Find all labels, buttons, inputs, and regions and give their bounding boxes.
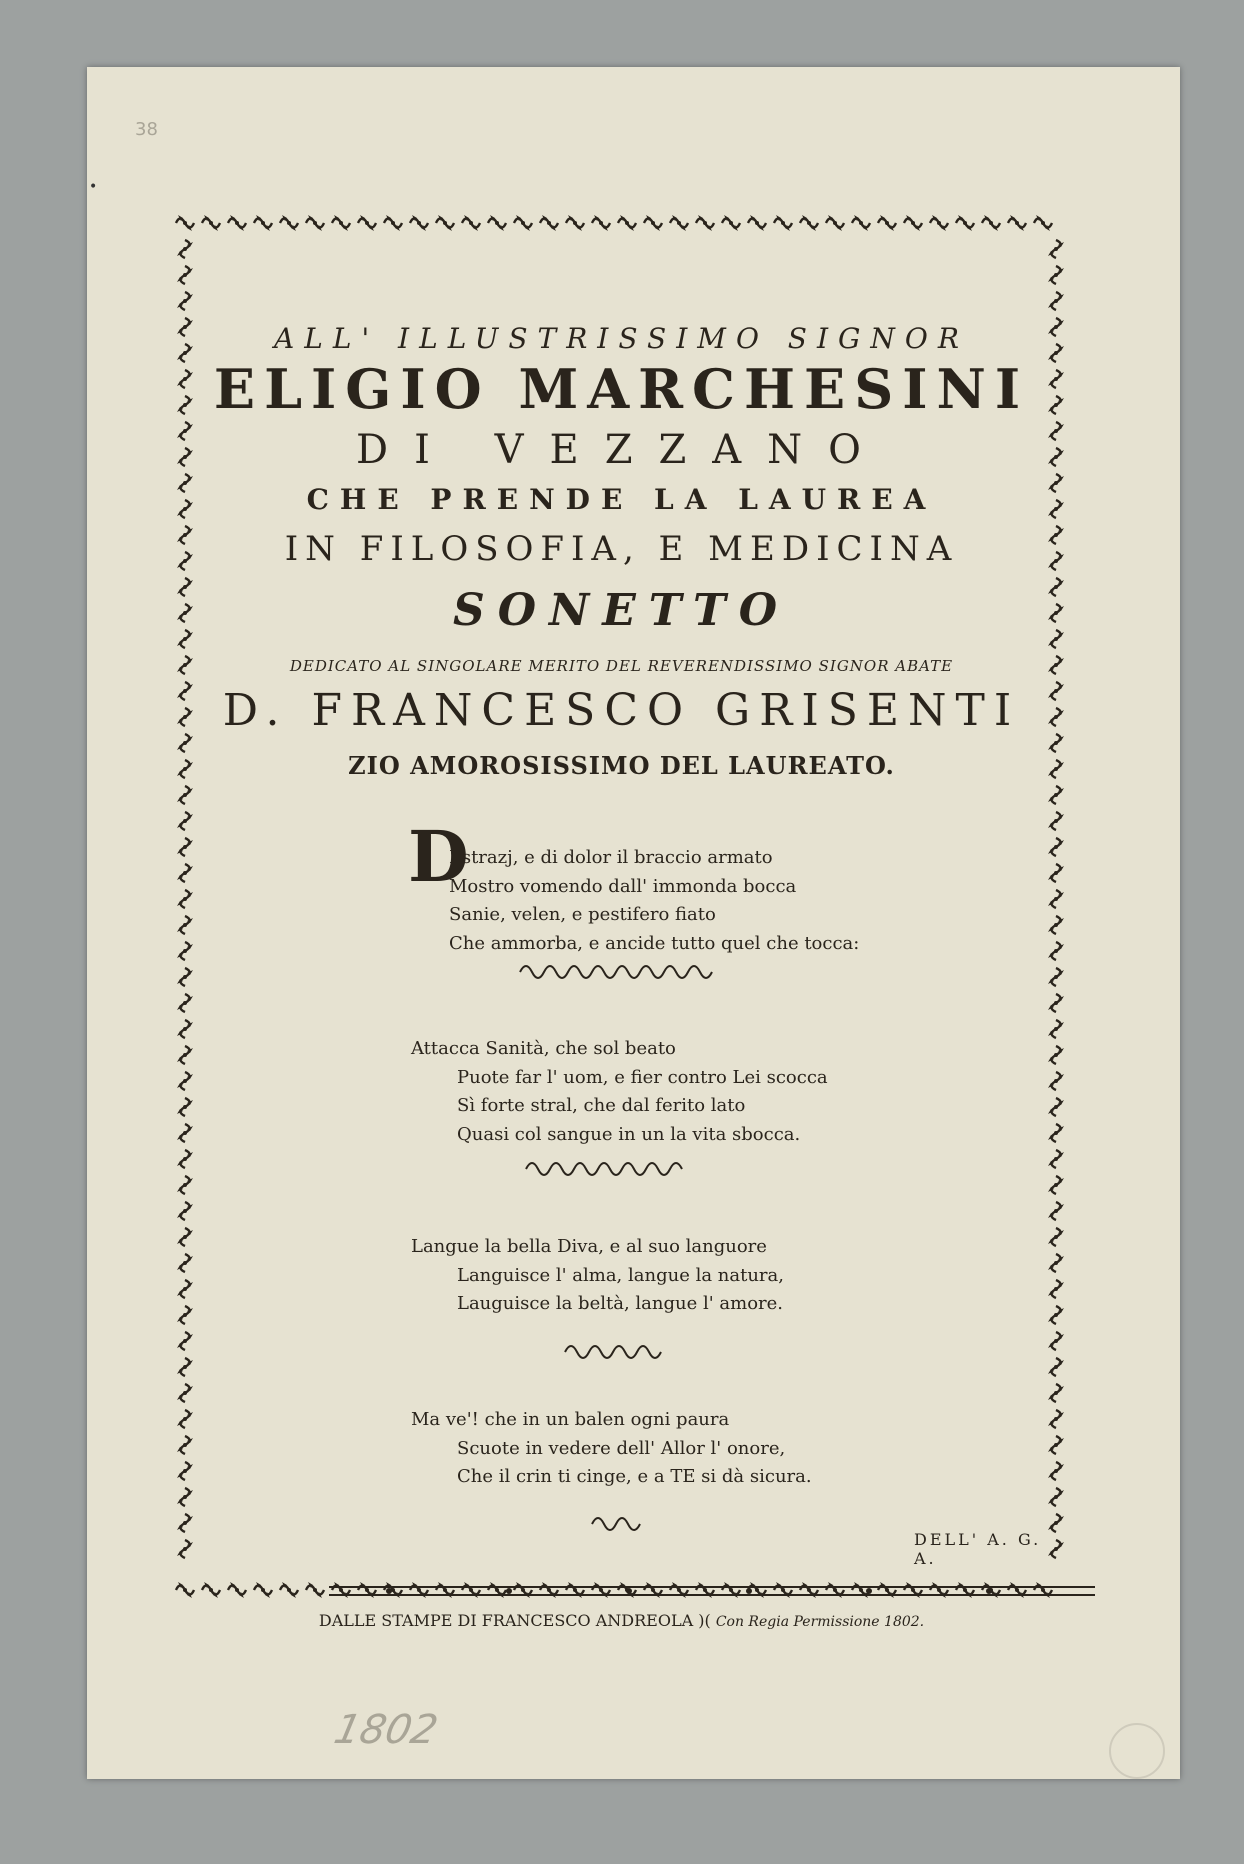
verse-line: Puote far l' uom, e fier contro Lei scocca xyxy=(457,1066,828,1088)
stanza-1 xyxy=(449,844,859,958)
occasion-line-2: IN FILOSOFIA, E MEDICINA xyxy=(284,529,959,569)
patron-name: D. FRANCESCO GRISENTI xyxy=(222,685,1021,736)
verse-line: Mostro vomendo dall' immonda bocca xyxy=(449,875,797,897)
dedicated-to-line: DEDICATO AL SINGOLARE MERITO DEL REVERENDISSIMO SIGNOR ABATE xyxy=(289,657,954,675)
verse-line: Langue la bella Diva, e al suo languore xyxy=(411,1236,767,1257)
wave-ornament-icon xyxy=(563,1342,667,1360)
honoree-origin: DI VEZZANO xyxy=(356,427,887,473)
blind-stamp xyxy=(1109,1723,1165,1779)
pencil-page-number: 38 xyxy=(135,119,158,140)
stanza-4 xyxy=(411,1406,812,1492)
honoree-name: ELIGIO MARCHESINI xyxy=(213,357,1030,421)
dedication-line: ALL' ILLUSTRISSIMO SIGNOR xyxy=(274,322,969,355)
printer-name: DALLE STAMPE DI FRANCESCO ANDREOLA )( xyxy=(318,1611,711,1630)
printed-content xyxy=(179,217,1064,1630)
verse-line: Sì forte stral, che dal ferito lato xyxy=(457,1095,746,1116)
verse-line: Ma ve'! che in un balen ogni paura xyxy=(411,1409,730,1430)
author-signature: DELL' A. G. A. xyxy=(914,1530,1042,1568)
stanza-2 xyxy=(411,1035,828,1149)
verse-line: Che il crin ti cinge, e a TE si dà sicura. xyxy=(457,1466,812,1487)
verse-line: Scuote in vedere dell' Allor l' onore, xyxy=(457,1437,786,1459)
wave-ornament-icon xyxy=(590,1514,646,1532)
wave-ornament-icon xyxy=(524,1159,692,1177)
wave-ornament-icon xyxy=(518,962,714,980)
verse-line: Sanie, velen, e pestifero fiato xyxy=(449,904,716,925)
genre-title: SONETTO xyxy=(452,585,791,636)
verse-line: Lauguisce la beltà, langue l' amore. xyxy=(457,1293,784,1314)
occasion-line-1: CHE PRENDE LA LAUREA xyxy=(306,483,937,516)
ink-mark: • xyxy=(89,179,98,195)
pencil-year-note: 1802 xyxy=(330,1707,442,1753)
broadside-sheet xyxy=(87,67,1180,1779)
drop-capital: D xyxy=(408,815,469,898)
permission-note: Con Regia Permissione 1802. xyxy=(715,1614,925,1630)
verse-line: I strazj, e di dolor il braccio armato xyxy=(449,847,773,868)
stanza-3 xyxy=(411,1233,784,1319)
decorative-rule-icon xyxy=(329,1584,1095,1598)
verse-line: Che ammorba, e ancide tutto quel che tocca: xyxy=(449,932,860,954)
patron-relation: ZIO AMOROSISSIMO DEL LAUREATO. xyxy=(348,751,895,780)
verse-line: Quasi col sangue in un la vita sbocca. xyxy=(457,1123,801,1145)
imprint-line xyxy=(179,1611,1064,1630)
verse-line: Languisce l' alma, langue la natura, xyxy=(457,1264,784,1286)
verse-line: Attacca Sanità, che sol beato xyxy=(411,1038,676,1059)
